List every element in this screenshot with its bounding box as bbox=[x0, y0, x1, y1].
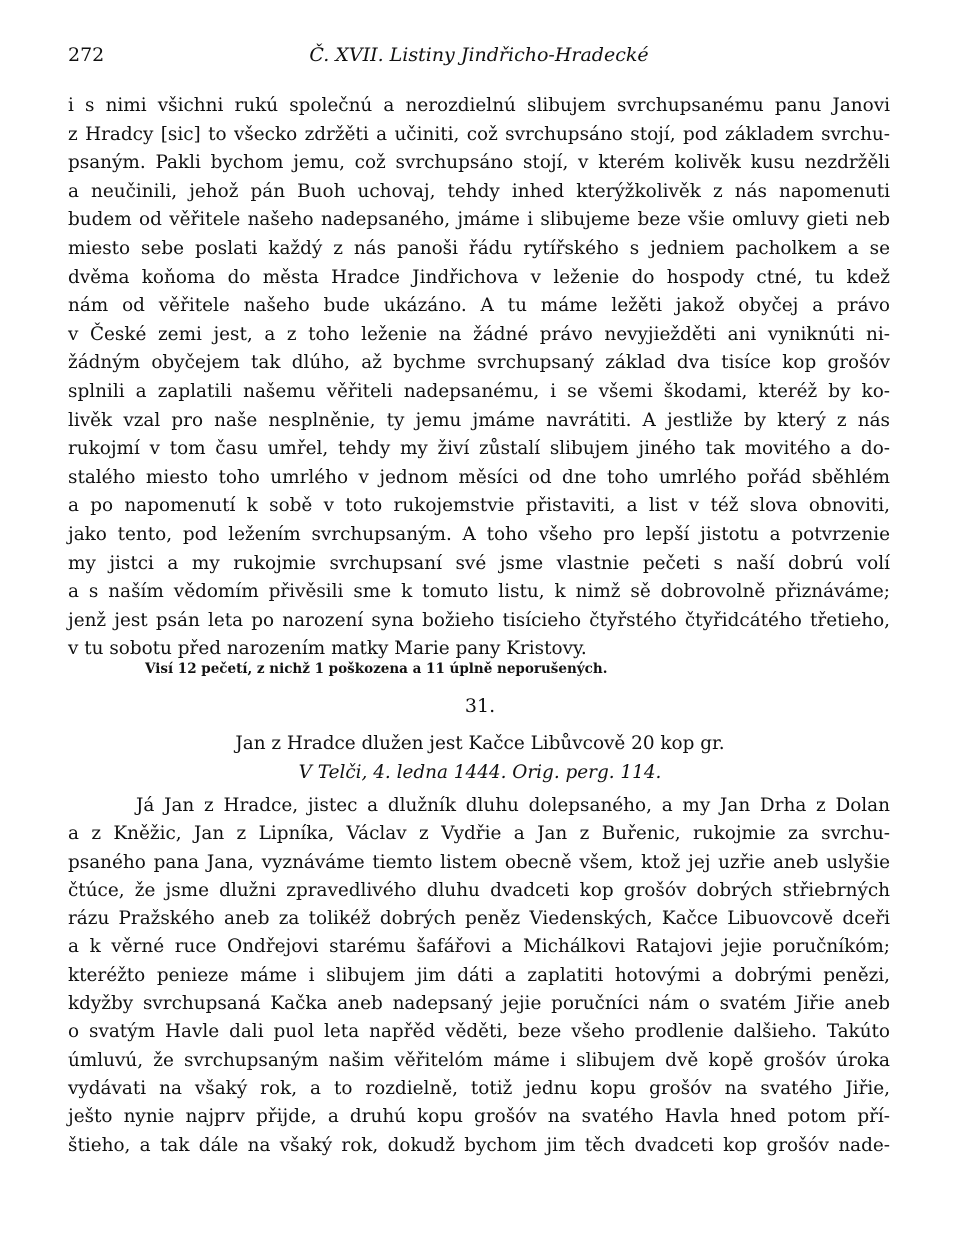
seal-note: Visí 12 pečetí, z nichž 1 poškozena a 11 úplně neporušených. bbox=[145, 661, 608, 677]
page-number: 272 bbox=[68, 44, 105, 66]
text-line: a po napomenutí k sobě v toto rukojemstvie přistaviti, a list v též slova obnoviti, bbox=[68, 495, 890, 517]
text-line: splnili a zaplatili našemu věřiteli nadepsanému, i se všemi škodami, kteréž by ko- bbox=[68, 380, 890, 402]
text-line: i s nimi všichni rukú společnú a nerozdielnú slibujem svrchupsanému panu Janovi bbox=[68, 95, 890, 116]
text-line: miesto sebe poslati každý z nás panoši řádu rytířského s jedniem pacholkem a se bbox=[68, 237, 890, 259]
text-line: psaného pana Jana, vyznáváme tiemto listem obecně všem, ktož jej uzřie aneb uslyšie bbox=[68, 851, 890, 873]
page-header bbox=[68, 44, 890, 76]
text-line: v tu sobotu před narozením matky Marie pany Kristovy. bbox=[68, 638, 587, 660]
text-line: jako tento, pod ležením svrchupsaným. A toho všeho pro lepší jistotu a potvrzenie bbox=[68, 523, 890, 545]
text-line: a neučinili, jehož pán Buoh uchovaj, tehdy inhed kterýžkolivěk z nás napomenuti bbox=[68, 180, 890, 202]
text-line: rukojmí v tom času umřel, tehdy my živí zůstalí slibujem jiného tak movitého a do- bbox=[68, 438, 890, 460]
text-line: budem od věřitele našeho nadepsaného, jmáme i slibujeme beze všie omluvy gieti neb bbox=[68, 209, 890, 231]
text-line: my jistci a my rukojmie svrchupsaní své jsme vlastnie pečeti s naší dobrú volí bbox=[68, 552, 890, 574]
text-line: ješto nynie najprv přijde, a druhú kopu grošóv na svatého Havla hned potom pří- bbox=[68, 1106, 890, 1128]
text-line: v České zemi jest, a z toho leženie na žádné právo nevyjiežděti ani vyniknúti ni- bbox=[68, 323, 890, 345]
document-title: Jan z Hradce dlužen jest Kačce Libůvcově 20 kop gr. bbox=[235, 733, 725, 754]
text-line: Já Jan z Hradce, jistec a dlužník dluhu dolepsaného, a my Jan Drha z Dolan bbox=[136, 795, 890, 816]
text-line: psaným. Pakli bychom jemu, což svrchupsáno stojí, v kterém kolivěk kusu nezdržěli bbox=[68, 152, 890, 174]
text-line: z Hradcy [sic] to všecko zdržěti a učiniti, což svrchupsáno stojí, pod základem svrchu- bbox=[68, 123, 890, 145]
text-line: dvěma koňoma do města Hradce Jindřichova v leženie do hospody ctné, tu kdež bbox=[68, 266, 890, 288]
continuation-paragraph bbox=[68, 92, 890, 664]
text-line: úmluvú, že svrchupsaným našim věřitelóm máme i slibujem dvě kopě grošóv úroka bbox=[68, 1049, 890, 1071]
text-line: rázu Pražského aneb za tolikéž dobrých peněz Viedenských, Kačce Libuovcově dceři bbox=[68, 908, 890, 930]
text-line: o svatým Havle dali puol leta napřěd věděti, beze všeho prodlenie dalšieho. Takúto bbox=[68, 1021, 890, 1043]
text-line: jenž jest psán leta po narození syna božieho tisícieho čtyřstého čtyřidcátého třetieho, bbox=[68, 609, 890, 631]
document-source: V Telči, 4. ledna 1444. Orig. perg. 114. bbox=[298, 762, 662, 783]
document-number: 31. bbox=[464, 695, 496, 717]
text-line: kteréžto penieze máme i slibujem jim dáti a zaplatiti hotovými a dobrými penězi, bbox=[68, 964, 890, 986]
document-paragraph bbox=[68, 792, 890, 1160]
text-line: a z Kněžic, Jan z Lipníka, Václav z Vydřie a Jan z Buřenic, rukojmie za svrchu- bbox=[68, 823, 890, 845]
text-line: a k věrné ruce Ondřejovi starému šafářovi a Michálkovi Ratajovi jejie poručníkóm; bbox=[68, 936, 890, 958]
text-line: kdyžby svrchupsaná Kačka aneb nadepsaný jejie poručníci nám o svatém Jiřie aneb bbox=[68, 993, 890, 1015]
text-line: čtúce, že jsme dlužni zpravedlivého dluhu dvadceti kop grošóv dobrých střiebrných bbox=[68, 879, 890, 901]
text-line: vydávati na všaký rok, a to rozdielně, totiž jednu kopu grošóv na svatého Jiřie, bbox=[68, 1077, 890, 1099]
text-line: štieho, a tak dále na všaký rok, dokudž bychom jim těch dvadceti kop grošóv nade- bbox=[68, 1134, 890, 1156]
text-line: stalého miesto toho umrlého v jednom měsíci od dne toho umrlého pořád sběhlém bbox=[68, 466, 890, 488]
text-line: nám od věřitele našeho bude ukázáno. A tu máme ležěti jakož obyčej a právo bbox=[68, 295, 890, 317]
text-line: žádným obyčejem tak dlúho, až bychme svrchupsaný základ dva tisíce kop grošóv bbox=[68, 352, 890, 374]
text-line: a s naším vědomím přivěsili sme k tomuto listu, k nimž sě dobrovolně přiznáváme; bbox=[68, 581, 890, 603]
text-line: livěk vzal pro naše nesplněnie, ty jemu jmáme navrátiti. A jestliže by který z nás bbox=[68, 409, 890, 431]
running-head: Č. XVII. Listiny Jindřicho-Hradecké bbox=[309, 44, 649, 66]
